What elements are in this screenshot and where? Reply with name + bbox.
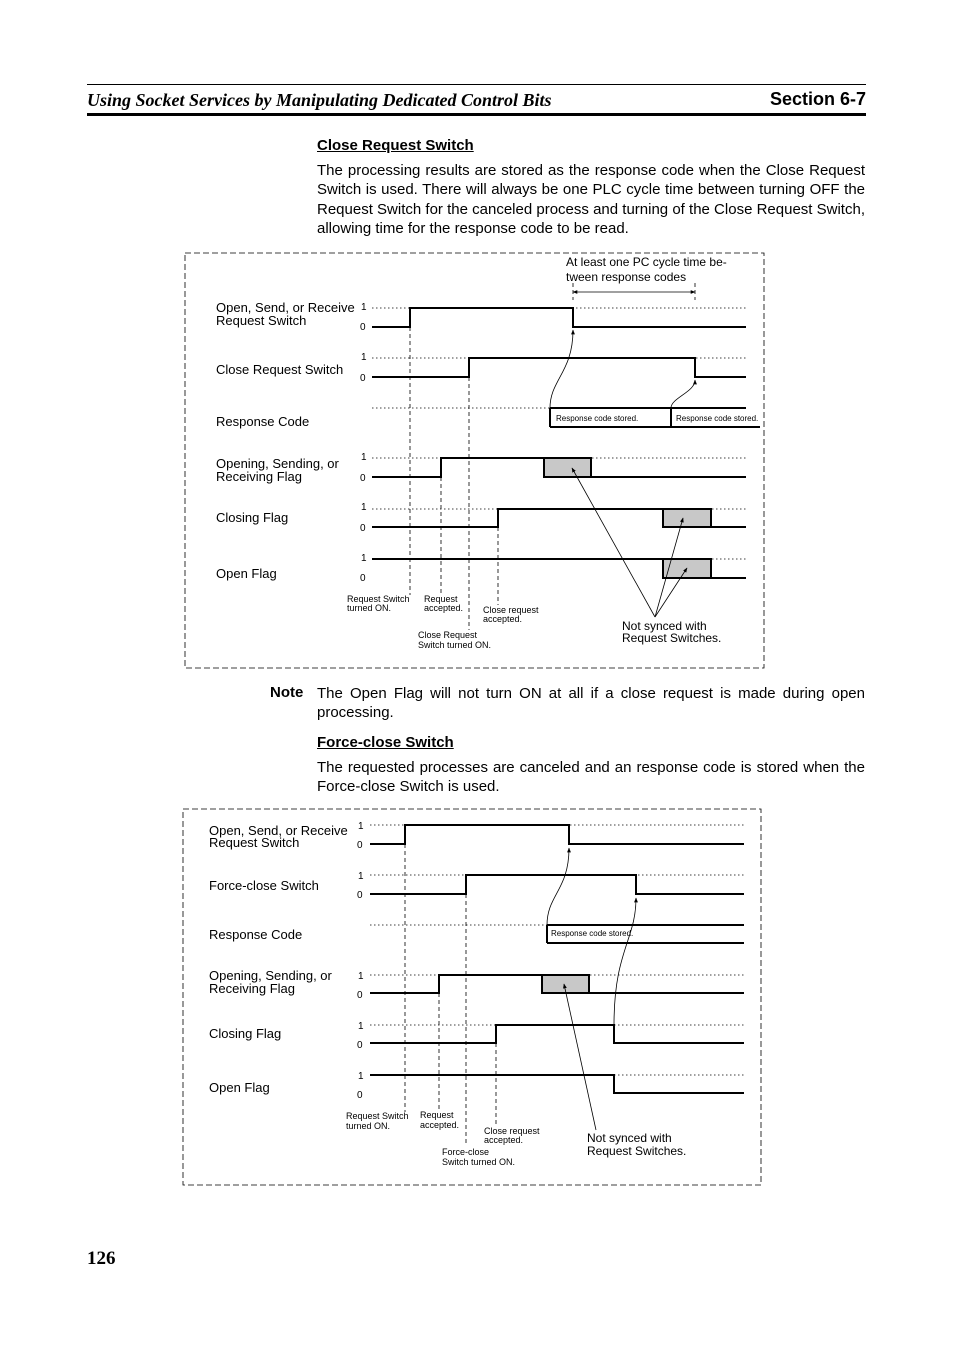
event-label: Request [420, 1110, 454, 1120]
level-high-label: 1 [361, 452, 367, 463]
level-high-label: 1 [358, 1071, 364, 1082]
force-close-timing-diagram [183, 809, 761, 1185]
level-low-label: 0 [357, 1040, 363, 1051]
close-request-heading: Close Request Switch [317, 137, 474, 154]
row-label: Opening, Sending, or [216, 456, 339, 471]
close-request-paragraph: The processing results are stored as the response code when the Close Request Switch is used. There will always be one PLC cycle time between turning OFF the Request Switch for the canceled process and turning of the Close Request Switch, allowing time for the response code to be read. [317, 162, 865, 237]
diagram1-annotation-line1: At least one PC cycle time be- [566, 255, 727, 269]
event-label: accepted. [484, 1135, 524, 1145]
row-label: Closing Flag [216, 510, 289, 525]
level-high-label: 1 [361, 352, 367, 363]
unsynced-region [663, 509, 711, 527]
row-label: Request Switch [209, 835, 300, 850]
note-label: Note [270, 684, 304, 701]
event-label: Close request [483, 605, 539, 615]
running-header-title: Using Socket Services by Manipulating Dedicated Control Bits [87, 90, 552, 110]
not-synced-note: Request Switches. [622, 631, 722, 645]
event-label: turned ON. [347, 603, 392, 613]
note-text: The Open Flag will not turn ON at all if a close request is made during open processing. [317, 685, 865, 722]
row-label: Close Request Switch [216, 362, 344, 377]
force-close-paragraph: The requested processes are canceled and an response code is stored when the Force-close Switch is used. [317, 759, 865, 796]
level-high-label: 1 [358, 971, 364, 982]
event-label: accepted. [424, 603, 464, 613]
request-switch-signal [370, 825, 744, 844]
event-label: Request Switch [346, 1111, 409, 1121]
level-low-label: 0 [357, 990, 363, 1001]
event-label: accepted. [483, 614, 523, 624]
row-label: Open, Send, or Receive [216, 300, 355, 315]
diagram2-frame [183, 809, 761, 1185]
event-label: accepted. [420, 1120, 460, 1130]
row-label: Opening, Sending, or [209, 968, 332, 983]
level-high-label: 1 [358, 1021, 364, 1032]
level-low-label: 0 [360, 523, 366, 534]
event-label: Close Request [418, 630, 478, 640]
not-synced-note: Not synced with [587, 1131, 672, 1145]
row-label: Response Code [216, 414, 310, 429]
row-label: Response Code [209, 927, 303, 942]
response-code-label: Response code stored. [676, 414, 759, 423]
row-label: Open, Send, or Receive [209, 823, 348, 838]
event-label: Switch turned ON. [418, 640, 492, 650]
level-low-label: 0 [360, 322, 366, 333]
event-label: Force-close [442, 1147, 490, 1157]
event-label: Request Switch [347, 594, 410, 604]
level-low-label: 0 [360, 573, 366, 584]
force-close-switch-signal [370, 875, 744, 894]
row-label: Closing Flag [209, 1026, 282, 1041]
level-low-label: 0 [357, 1090, 363, 1101]
diagram1-annotation-line2: tween response codes [566, 270, 687, 284]
row-label: Open Flag [209, 1080, 270, 1095]
force-close-heading: Force-close Switch [317, 734, 454, 751]
open-flag-signal [370, 1075, 744, 1093]
section-number: Section 6-7 [769, 89, 866, 109]
page-number: 126 [87, 1248, 116, 1269]
response-code-label: Response code stored. [551, 929, 634, 938]
not-synced-note: Not synced with [622, 619, 707, 633]
level-high-label: 1 [358, 821, 364, 832]
event-label: Switch turned ON. [442, 1157, 516, 1167]
event-label: Request [424, 594, 458, 604]
row-label: Receiving Flag [209, 981, 295, 996]
close-request-switch-signal [372, 358, 746, 377]
level-high-label: 1 [361, 502, 367, 513]
level-high-label: 1 [361, 302, 367, 313]
level-low-label: 0 [357, 890, 363, 901]
level-low-label: 0 [357, 840, 363, 851]
level-low-label: 0 [360, 373, 366, 384]
row-label: Force-close Switch [209, 878, 319, 893]
event-label: Close request [484, 1126, 540, 1136]
event-label: turned ON. [346, 1121, 391, 1131]
response-code-label: Response code stored. [556, 414, 639, 423]
level-low-label: 0 [360, 473, 366, 484]
level-high-label: 1 [361, 553, 367, 564]
closing-flag-signal [370, 1025, 744, 1043]
not-synced-note: Request Switches. [587, 1144, 687, 1158]
level-high-label: 1 [358, 871, 364, 882]
row-label: Request Switch [216, 313, 307, 328]
row-label: Receiving Flag [216, 469, 302, 484]
close-request-timing-diagram [185, 253, 764, 668]
row-label: Open Flag [216, 566, 277, 581]
unsynced-region [544, 458, 591, 477]
request-switch-signal [372, 308, 746, 327]
